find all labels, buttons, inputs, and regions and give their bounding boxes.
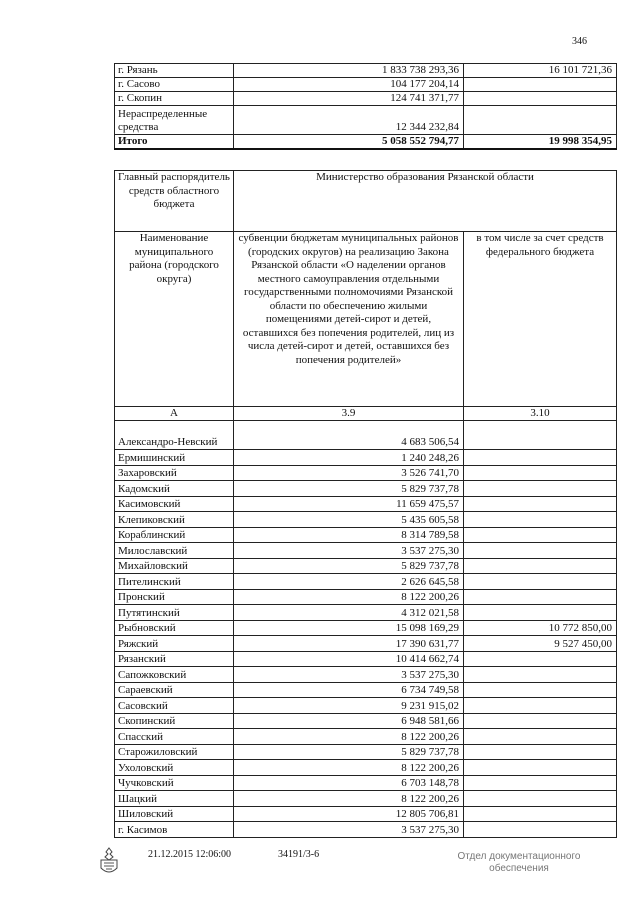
row-value: 12 344 232,84 (234, 106, 464, 135)
row-federal-value: 19 998 354,95 (464, 135, 617, 150)
row-federal-value (464, 92, 617, 106)
table-row (115, 421, 617, 450)
federal-value (464, 421, 617, 450)
subvention-value: 8 314 789,58 (234, 527, 464, 543)
table-row (115, 636, 617, 652)
subvention-value: 6 734 749,58 (234, 682, 464, 698)
subvention-value: 3 537 275,30 (234, 667, 464, 683)
row-value: 5 058 552 794,77 (234, 135, 464, 150)
district-name: Рязанский (115, 651, 234, 667)
page-number: 346 (572, 36, 587, 47)
table-row (115, 713, 617, 729)
table-row (115, 481, 617, 497)
district-name: Пителинский (115, 574, 234, 590)
table-row (115, 760, 617, 776)
row-name: г. Скопин (115, 92, 234, 106)
row-name: Нераспределенные средства (115, 106, 234, 135)
summary-row (115, 64, 617, 78)
federal-value (464, 822, 617, 838)
table-row (115, 775, 617, 791)
row-federal-value (464, 78, 617, 92)
district-name: г. Касимов (115, 822, 234, 838)
subvention-value: 8 122 200,26 (234, 760, 464, 776)
table-row (115, 806, 617, 822)
row-federal-value (464, 106, 617, 135)
subvention-value: 3 537 275,30 (234, 543, 464, 559)
row-value: 1 833 738 293,36 (234, 64, 464, 78)
header-distributor-label: Главный распорядитель средств областного бюджета (115, 171, 234, 232)
federal-value: 9 527 450,00 (464, 636, 617, 652)
federal-value: 10 772 850,00 (464, 620, 617, 636)
subvention-value: 6 703 148,78 (234, 775, 464, 791)
district-name: Старожиловский (115, 744, 234, 760)
subvention-value: 4 683 506,54 (234, 421, 464, 450)
subvention-value: 5 435 605,58 (234, 512, 464, 528)
federal-value (464, 744, 617, 760)
district-name: Рыбновский (115, 620, 234, 636)
subvention-value: 11 659 475,57 (234, 496, 464, 512)
district-name: Шацкий (115, 791, 234, 807)
subvention-value: 3 537 275,30 (234, 822, 464, 838)
table-row (115, 450, 617, 466)
district-name: Захаровский (115, 465, 234, 481)
row-name: г. Сасово (115, 78, 234, 92)
federal-value (464, 605, 617, 621)
summary-row (115, 106, 617, 135)
summary-row (115, 78, 617, 92)
federal-value (464, 512, 617, 528)
subvention-value: 12 805 706,81 (234, 806, 464, 822)
district-name: Ухоловский (115, 760, 234, 776)
table-row (115, 698, 617, 714)
table-row (115, 791, 617, 807)
district-name: Шиловский (115, 806, 234, 822)
subvention-value: 2 626 645,58 (234, 574, 464, 590)
subvention-value: 8 122 200,26 (234, 791, 464, 807)
table-row (115, 667, 617, 683)
row-value: 124 741 371,77 (234, 92, 464, 106)
federal-value (464, 775, 617, 791)
table-row (115, 574, 617, 590)
federal-value (464, 713, 617, 729)
federal-value (464, 791, 617, 807)
district-name: Касимовский (115, 496, 234, 512)
subvention-value: 15 098 169,29 (234, 620, 464, 636)
district-name: Клепиковский (115, 512, 234, 528)
subvention-value: 5 829 737,78 (234, 558, 464, 574)
table-row (115, 682, 617, 698)
federal-value (464, 558, 617, 574)
row-value: 104 177 204,14 (234, 78, 464, 92)
table-row (115, 822, 617, 838)
table-row (115, 558, 617, 574)
table-row (115, 744, 617, 760)
row-federal-value: 16 101 721,36 (464, 64, 617, 78)
footer-doc-number: 34191/3-6 (278, 849, 320, 860)
header-row-columns (115, 232, 617, 407)
district-name: Милославский (115, 543, 234, 559)
district-name: Сапожковский (115, 667, 234, 683)
coat-of-arms-icon (96, 846, 122, 878)
federal-value (464, 589, 617, 605)
federal-value (464, 465, 617, 481)
summary-row (115, 135, 617, 150)
table-row (115, 527, 617, 543)
federal-value (464, 543, 617, 559)
district-name: Сасовский (115, 698, 234, 714)
federal-value (464, 682, 617, 698)
row-name: г. Рязань (115, 64, 234, 78)
federal-value (464, 698, 617, 714)
summary-table (114, 63, 617, 150)
table-row (115, 605, 617, 621)
header-col-subvention: субвенции бюджетам муниципальных районов (городских округов) на реализацию Закона Рязанской области «О наделении органов местного самоуправления отдельными государственными полномочиями Рязанской области по обеспечению жилыми помещениями детей-сирот и детей, оставшихся без попечения родителей, лиц из числа детей-сирот и детей, оставшихся без попечения родителей» (234, 232, 464, 407)
table-row (115, 589, 617, 605)
summary-row (115, 92, 617, 106)
district-name: Кадомский (115, 481, 234, 497)
department-stamp (444, 851, 594, 875)
stamp-line-1: Отдел документационного (457, 851, 581, 862)
federal-value (464, 527, 617, 543)
table-row (115, 651, 617, 667)
federal-value (464, 496, 617, 512)
stamp-line-2: обеспечения (489, 863, 549, 874)
table-row (115, 543, 617, 559)
header-row-index (115, 407, 617, 421)
header-name-label: Наименование муниципального района (городского округа) (115, 232, 234, 407)
subvention-value: 9 231 915,02 (234, 698, 464, 714)
federal-value (464, 667, 617, 683)
table-row (115, 496, 617, 512)
federal-value (464, 729, 617, 745)
district-name: Скопинский (115, 713, 234, 729)
index-col1: 3.9 (234, 407, 464, 421)
footer-datetime: 21.12.2015 12:06:00 (148, 849, 232, 860)
subvention-value: 1 240 248,26 (234, 450, 464, 466)
district-name: Спасский (115, 729, 234, 745)
header-col-federal: в том числе за счет средств федерального бюджета (464, 232, 617, 407)
subvention-value: 10 414 662,74 (234, 651, 464, 667)
subvention-value: 8 122 200,26 (234, 589, 464, 605)
table-row (115, 620, 617, 636)
district-name: Кораблинский (115, 527, 234, 543)
federal-value (464, 574, 617, 590)
subvention-value: 8 122 200,26 (234, 729, 464, 745)
district-name: Путятинский (115, 605, 234, 621)
index-col2: 3.10 (464, 407, 617, 421)
table-row (115, 512, 617, 528)
federal-value (464, 651, 617, 667)
federal-value (464, 760, 617, 776)
district-name: Ермишинский (115, 450, 234, 466)
district-name: Ряжский (115, 636, 234, 652)
header-row-distributor (115, 171, 617, 232)
district-name: Пронский (115, 589, 234, 605)
federal-value (464, 450, 617, 466)
table-row (115, 465, 617, 481)
subvention-table (114, 170, 617, 838)
subvention-value: 5 829 737,78 (234, 481, 464, 497)
district-name: Чучковский (115, 775, 234, 791)
subvention-value: 4 312 021,58 (234, 605, 464, 621)
federal-value (464, 806, 617, 822)
subvention-value: 17 390 631,77 (234, 636, 464, 652)
row-name: Итого (115, 135, 234, 150)
table-row (115, 729, 617, 745)
federal-value (464, 481, 617, 497)
header-distributor-value: Министерство образования Рязанской области (234, 171, 617, 232)
subvention-value: 5 829 737,78 (234, 744, 464, 760)
district-name: Михайловский (115, 558, 234, 574)
subvention-value: 3 526 741,70 (234, 465, 464, 481)
district-name: Сараевский (115, 682, 234, 698)
index-a: А (115, 407, 234, 421)
subvention-value: 6 948 581,66 (234, 713, 464, 729)
district-name: Александро-Невский (115, 421, 234, 450)
